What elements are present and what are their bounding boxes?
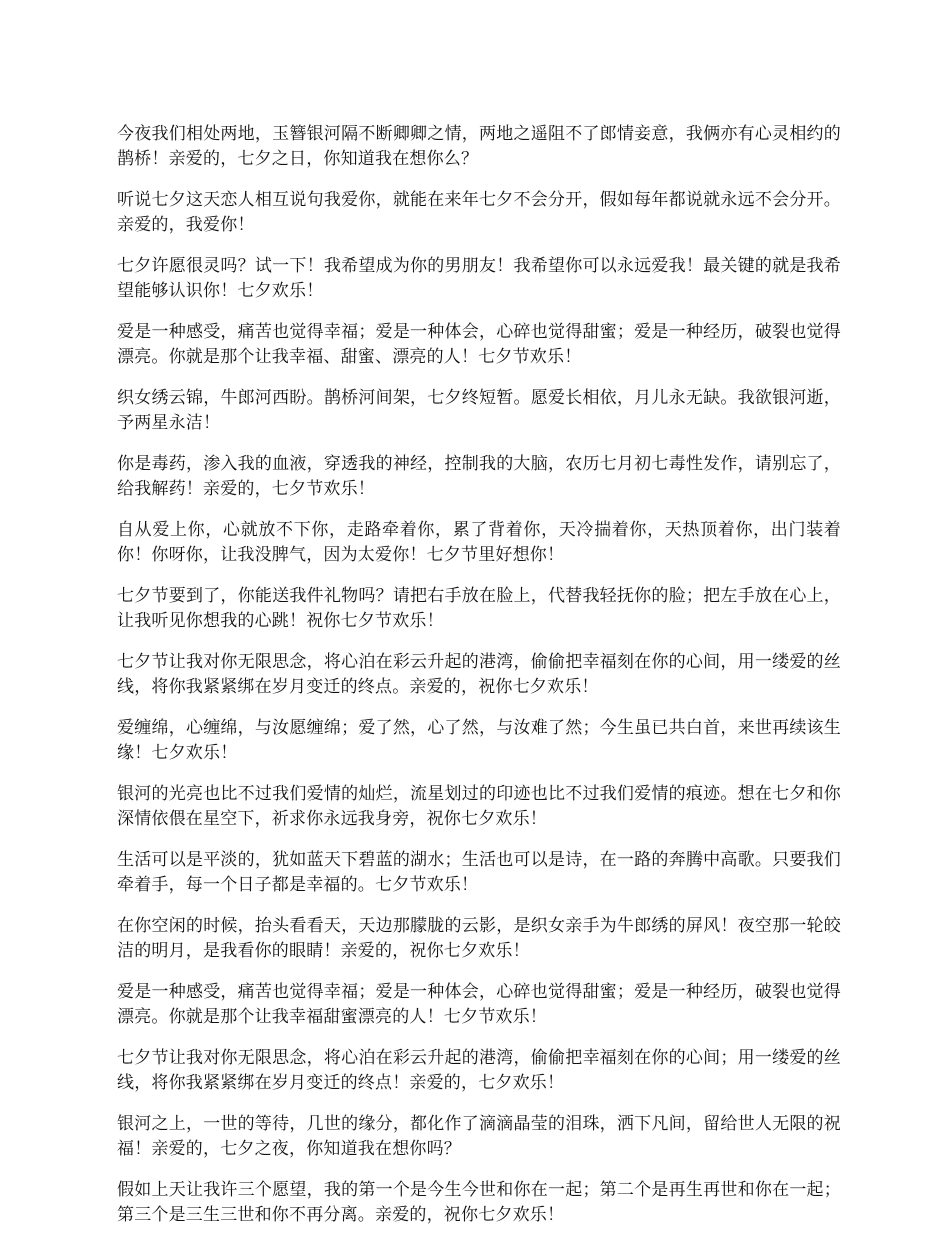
paragraph: 生活可以是平淡的，犹如蓝天下碧蓝的湖水；生活也可以是诗，在一路的奔腾中高歌。只要我们牵着手，每一个日子都是幸福的。七夕节欢乐！ — [117, 850, 841, 895]
paragraph: 假如上天让我许三个愿望，我的第一个是今生今世和你在一起；第二个是再生再世和你在一起；第三个是三生三世和你不再分离。亲爱的，祝你七夕欢乐！ — [117, 1180, 841, 1225]
paragraph: 银河之上，一世的等待，几世的缘分，都化作了滴滴晶莹的泪珠，洒下凡间，留给世人无限的祝福！亲爱的，七夕之夜，你知道我在想你吗？ — [117, 1114, 841, 1159]
paragraph: 今夜我们相处两地，玉簪银河隔不断卿卿之情，两地之遥阻不了郎情妾意，我俩亦有心灵相约的鹊桥！亲爱的，七夕之日，你知道我在想你么？ — [117, 124, 841, 169]
paragraph: 在你空闲的时候，抬头看看天，天边那朦胧的云影，是织女亲手为牛郎绣的屏风！夜空那一轮皎洁的明月，是我看你的眼睛！亲爱的，祝你七夕欢乐！ — [117, 916, 841, 961]
paragraph: 银河的光亮也比不过我们爱情的灿烂，流星划过的印迹也比不过我们爱情的痕迹。想在七夕和你深情依偎在星空下，祈求你永远我身旁，祝你七夕欢乐！ — [117, 784, 841, 829]
paragraph: 七夕节要到了，你能送我件礼物吗？请把右手放在脸上，代替我轻抚你的脸；把左手放在心上，让我听见你想我的心跳！祝你七夕节欢乐！ — [117, 586, 841, 631]
paragraph: 七夕节让我对你无限思念，将心泊在彩云升起的港湾，偷偷把幸福刻在你的心间；用一缕爱的丝线，将你我紧紧绑在岁月变迁的终点！亲爱的，七夕欢乐！ — [117, 1048, 841, 1093]
paragraph: 自从爱上你，心就放不下你，走路牵着你，累了背着你，天冷揣着你，天热顶着你，出门装着你！你呀你，让我没脾气，因为太爱你！七夕节里好想你！ — [117, 520, 841, 565]
document-body — [117, 122, 841, 1244]
paragraph: 七夕节让我对你无限思念，将心泊在彩云升起的港湾，偷偷把幸福刻在你的心间，用一缕爱的丝线，将你我紧紧绑在岁月变迁的终点。亲爱的，祝你七夕欢乐！ — [117, 652, 841, 697]
paragraph: 七夕许愿很灵吗？试一下！我希望成为你的男朋友！我希望你可以永远爱我！最关键的就是我希望能够认识你！七夕欢乐！ — [117, 256, 841, 301]
paragraph: 织女绣云锦，牛郎河西盼。鹊桥河间架，七夕终短暂。愿爱长相依，月儿永无缺。我欲银河逝，予两星永洁！ — [117, 388, 841, 433]
paragraph: 爱是一种感受，痛苦也觉得幸福；爱是一种体会，心碎也觉得甜蜜；爱是一种经历，破裂也觉得漂亮。你就是那个让我幸福、甜蜜、漂亮的人！七夕节欢乐！ — [117, 322, 841, 367]
paragraph: 听说七夕这天恋人相互说句我爱你，就能在来年七夕不会分开，假如每年都说就永远不会分开。亲爱的，我爱你！ — [117, 190, 841, 235]
paragraph: 爱缠绵，心缠绵，与汝愿缠绵；爱了然，心了然，与汝难了然；今生虽已共白首，来世再续该生缘！七夕欢乐！ — [117, 718, 841, 763]
paragraph: 你是毒药，渗入我的血液，穿透我的神经，控制我的大脑，农历七月初七毒性发作，请别忘了，给我解药！亲爱的，七夕节欢乐！ — [117, 454, 841, 499]
paragraph: 爱是一种感受，痛苦也觉得幸福；爱是一种体会，心碎也觉得甜蜜；爱是一种经历，破裂也觉得漂亮。你就是那个让我幸福甜蜜漂亮的人！七夕节欢乐！ — [117, 982, 841, 1027]
